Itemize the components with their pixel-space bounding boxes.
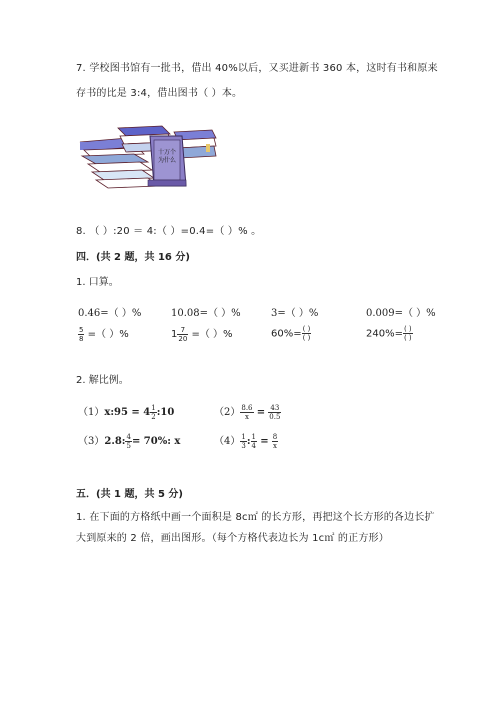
- mental-math-item: $\frac{5}{8}$ =（ ）%: [79, 325, 129, 343]
- fraction: $\frac{8}{x}$: [272, 433, 278, 450]
- mental-math-item: 0.009=（ ）%: [366, 308, 436, 319]
- mental-math-item: 10.08=（ ）%: [171, 308, 241, 319]
- mental-math-item: 3=（ ）%: [271, 308, 319, 319]
- fraction: $\frac{1}{4}$: [251, 433, 257, 450]
- fraction: $\frac{8.6}{x}$: [241, 404, 253, 421]
- mental-math-item: 60%= $\frac{( )}{( )}$: [271, 325, 311, 342]
- proportion-equation-2: （2） $\frac{8.6}{x}$ = $\frac{43}{0.5}$: [214, 404, 281, 421]
- book-stack-illustration: [78, 120, 218, 190]
- question-8: 8. （ ）:20 ＝ 4:（ ）=0.4=（ ）% 。: [76, 226, 262, 237]
- proportion-equation-3: （3）2.8: $\frac{4}{5}$ = 70%: x: [78, 433, 181, 450]
- fraction: $\frac{43}{0.5}$: [269, 404, 281, 421]
- mental-math-item: 0.46=（ ）%: [78, 308, 142, 319]
- fraction: $\frac{( )}{( )}$: [302, 325, 311, 342]
- section-5-heading: 五．(共 1 题，共 5 分): [76, 489, 183, 500]
- proportion-equation-1: （1）x:95 = 4 $\frac{1}{2}$ :10: [78, 404, 175, 421]
- fraction: $\frac{( )}{( )}$: [403, 325, 412, 342]
- section-4-heading: 四．(共 2 题，共 16 分): [76, 252, 190, 263]
- proportion-equation-4: （4） $\frac{1}{3}$ : $\frac{1}{4}$ = $\frac{8}{x}$: [214, 433, 278, 450]
- book-cover-title-1: 十万个: [157, 149, 177, 156]
- fraction: $\frac{1}{3}$: [241, 433, 246, 450]
- mental-math-item: 1 $\frac{7}{20}$ =（ ）%: [171, 325, 233, 343]
- question-7-line-1: 7. 学校图书馆有一批书，借出 40%以后，又买进新书 360 本，这时有书和原来: [76, 63, 438, 74]
- question-7-line-2: 存书的比是 3:4，借出图书（ ）本。: [76, 88, 243, 99]
- standing-book: [148, 136, 186, 186]
- fraction: $\frac{5}{8}$: [79, 325, 84, 343]
- fraction: $\frac{1}{2}$: [151, 404, 156, 421]
- solve-proportion-title: 2. 解比例。: [76, 375, 129, 386]
- section-5-question-line-1: 1. 在下面的方格纸中画一个面积是 8c㎡ 的长方形，再把这个长方形的各边长扩: [76, 512, 435, 523]
- mental-math-item: 240%= $\frac{( )}{( )}$: [366, 325, 412, 342]
- fraction: $\frac{7}{20}$: [178, 325, 188, 343]
- fraction: $\frac{4}{5}$: [126, 433, 131, 450]
- mental-math-title: 1. 口算。: [76, 277, 119, 288]
- book-cover-title-2: 为什么: [157, 157, 177, 164]
- section-5-question-line-2: 大到原来的 2 倍，画出图形。（每个方格代表边长为 1c㎡ 的正方形）: [76, 533, 389, 544]
